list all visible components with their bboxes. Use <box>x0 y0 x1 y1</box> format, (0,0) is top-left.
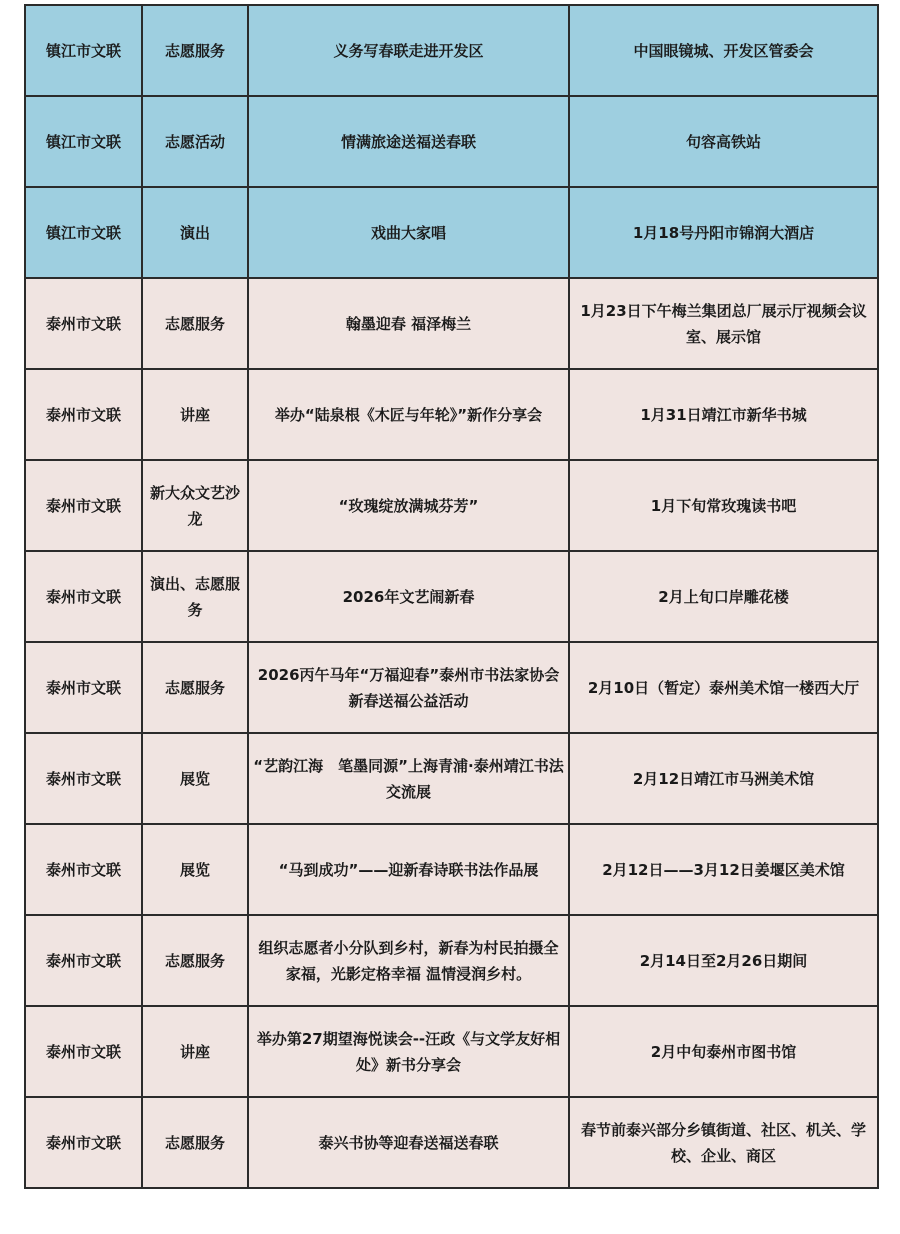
event-cell: 戏曲大家唱 <box>248 187 569 278</box>
type-cell: 讲座 <box>142 1006 248 1097</box>
table-row <box>25 369 878 460</box>
type-cell: 讲座 <box>142 369 248 460</box>
org-cell: 泰州市文联 <box>25 824 142 915</box>
org-cell: 镇江市文联 <box>25 5 142 96</box>
org-cell: 镇江市文联 <box>25 96 142 187</box>
table-row <box>25 733 878 824</box>
table-row <box>25 460 878 551</box>
place-cell: 2月上旬口岸雕花楼 <box>569 551 878 642</box>
org-cell: 泰州市文联 <box>25 1006 142 1097</box>
event-cell: 2026年文艺闹新春 <box>248 551 569 642</box>
events-table <box>24 4 879 1189</box>
place-cell: 2月12日靖江市马洲美术馆 <box>569 733 878 824</box>
type-cell: 志愿服务 <box>142 278 248 369</box>
org-cell: 泰州市文联 <box>25 551 142 642</box>
event-cell: 组织志愿者小分队到乡村，新春为村民拍摄全家福，光影定格幸福 温情浸润乡村。 <box>248 915 569 1006</box>
place-cell: 1月18号丹阳市锦润大酒店 <box>569 187 878 278</box>
events-table-body <box>25 5 878 1188</box>
org-cell: 泰州市文联 <box>25 915 142 1006</box>
type-cell: 新大众文艺沙龙 <box>142 460 248 551</box>
place-cell: 2月12日——3月12日姜堰区美术馆 <box>569 824 878 915</box>
type-cell: 志愿活动 <box>142 96 248 187</box>
org-cell: 泰州市文联 <box>25 369 142 460</box>
table-row <box>25 96 878 187</box>
table-row <box>25 642 878 733</box>
org-cell: 泰州市文联 <box>25 642 142 733</box>
table-row <box>25 278 878 369</box>
type-cell: 展览 <box>142 824 248 915</box>
org-cell: 泰州市文联 <box>25 460 142 551</box>
table-row <box>25 187 878 278</box>
event-cell: “玫瑰绽放满城芬芳” <box>248 460 569 551</box>
place-cell: 句容高铁站 <box>569 96 878 187</box>
org-cell: 镇江市文联 <box>25 187 142 278</box>
event-cell: “艺韵江海 笔墨同源”上海青浦·泰州靖江书法交流展 <box>248 733 569 824</box>
event-cell: 2026丙午马年“万福迎春”泰州市书法家协会新春送福公益活动 <box>248 642 569 733</box>
table-row <box>25 1097 878 1188</box>
table-row <box>25 824 878 915</box>
table-row <box>25 551 878 642</box>
type-cell: 演出、志愿服务 <box>142 551 248 642</box>
org-cell: 泰州市文联 <box>25 1097 142 1188</box>
place-cell: 1月下旬常玫瑰读书吧 <box>569 460 878 551</box>
type-cell: 演出 <box>142 187 248 278</box>
place-cell: 1月23日下午梅兰集团总厂展示厅视频会议室、展示馆 <box>569 278 878 369</box>
event-cell: 举办“陆泉根《木匠与年轮》”新作分享会 <box>248 369 569 460</box>
place-cell: 春节前泰兴部分乡镇街道、社区、机关、学校、企业、商区 <box>569 1097 878 1188</box>
place-cell: 1月31日靖江市新华书城 <box>569 369 878 460</box>
event-cell: 翰墨迎春 福泽梅兰 <box>248 278 569 369</box>
table-row <box>25 5 878 96</box>
event-cell: “马到成功”——迎新春诗联书法作品展 <box>248 824 569 915</box>
type-cell: 志愿服务 <box>142 642 248 733</box>
event-cell: 泰兴书协等迎春送福送春联 <box>248 1097 569 1188</box>
org-cell: 泰州市文联 <box>25 733 142 824</box>
place-cell: 中国眼镜城、开发区管委会 <box>569 5 878 96</box>
table-row <box>25 915 878 1006</box>
type-cell: 志愿服务 <box>142 915 248 1006</box>
event-cell: 义务写春联走进开发区 <box>248 5 569 96</box>
type-cell: 展览 <box>142 733 248 824</box>
table-row <box>25 1006 878 1097</box>
place-cell: 2月14日至2月26日期间 <box>569 915 878 1006</box>
org-cell: 泰州市文联 <box>25 278 142 369</box>
place-cell: 2月中旬泰州市图书馆 <box>569 1006 878 1097</box>
place-cell: 2月10日（暂定）泰州美术馆一楼西大厅 <box>569 642 878 733</box>
type-cell: 志愿服务 <box>142 5 248 96</box>
event-cell: 举办第27期望海悦读会--汪政《与文学友好相处》新书分享会 <box>248 1006 569 1097</box>
type-cell: 志愿服务 <box>142 1097 248 1188</box>
event-cell: 情满旅途送福送春联 <box>248 96 569 187</box>
